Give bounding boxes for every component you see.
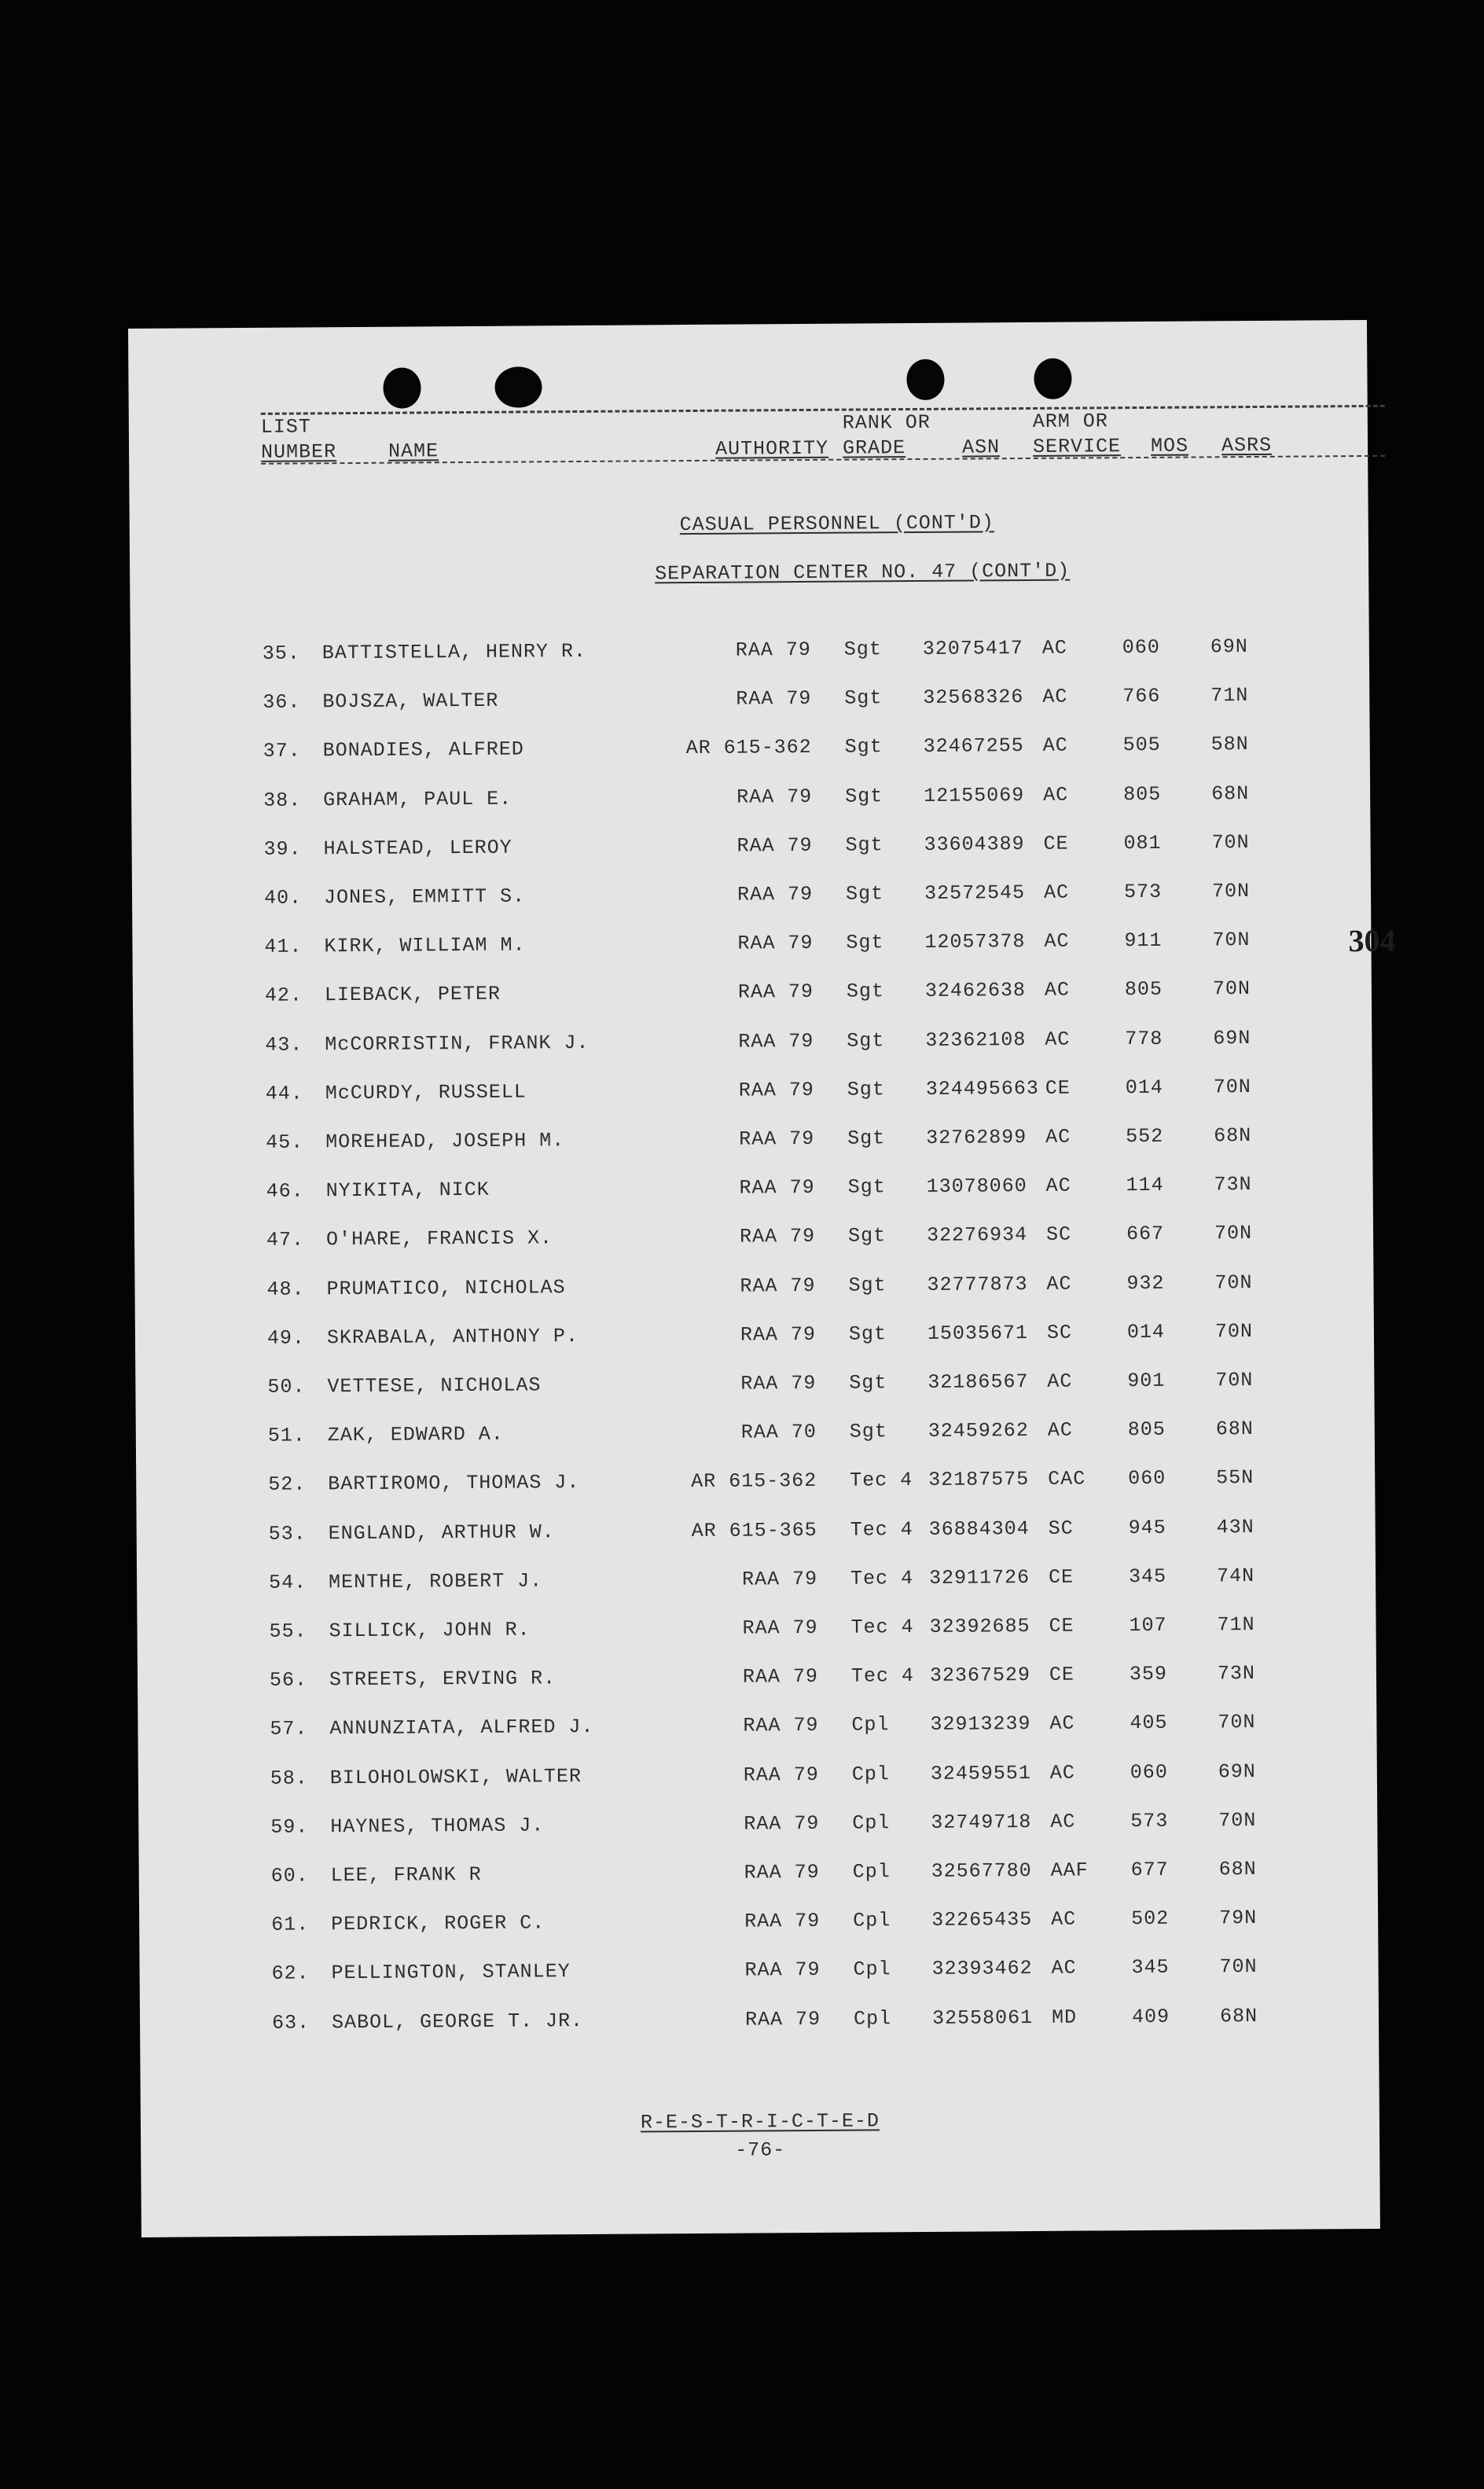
page-stamp: 304: [1348, 922, 1396, 959]
person-name: BARTIROMO, THOMAS J.: [328, 1471, 580, 1496]
asrs: 70N: [1214, 1319, 1254, 1344]
person-name: BILOHOLOWSKI, WALTER: [329, 1764, 582, 1789]
authority: RAA 79: [742, 1665, 819, 1689]
person-name: NYIKITA, NICK: [325, 1178, 490, 1203]
rank-grade: Sgt: [848, 1273, 887, 1297]
arm-service: AC: [1046, 1272, 1072, 1296]
list-number: 48.: [266, 1278, 305, 1301]
list-number: 45.: [266, 1131, 304, 1154]
asn: 32572545: [924, 881, 1026, 905]
list-item: [139, 1857, 1378, 1894]
authority: RAA 79: [744, 1958, 821, 1982]
list-item: [134, 1172, 1373, 1209]
list-number: 60.: [270, 1864, 309, 1888]
list-number: 42.: [264, 983, 303, 1008]
rank-grade: Cpl: [852, 1860, 891, 1884]
mos: 345: [1129, 1564, 1167, 1588]
asrs: 70N: [1212, 977, 1251, 1001]
asrs: 73N: [1214, 1173, 1252, 1197]
arm-service: SC: [1046, 1321, 1073, 1344]
asn: 15035671: [927, 1321, 1029, 1345]
column-header: [128, 320, 1367, 464]
list-number: 49.: [266, 1326, 306, 1350]
authority: RAA 79: [744, 1811, 820, 1836]
mos: 901: [1127, 1369, 1166, 1393]
restricted-marking: R-E-S-T-R-I-C-T-E-D: [640, 2109, 880, 2134]
rank-grade: Cpl: [851, 1762, 890, 1786]
arm-service: AC: [1042, 685, 1068, 709]
list-item: [136, 1465, 1375, 1502]
list-number: 62.: [271, 1961, 310, 1986]
authority: RAA 79: [735, 638, 811, 662]
person-name: VETTESE, NICHOLAS: [327, 1373, 542, 1399]
asn: 32911726: [929, 1565, 1030, 1590]
mos: 060: [1130, 1760, 1168, 1784]
rank-grade: Sgt: [847, 1224, 887, 1248]
list-number: 38.: [263, 789, 302, 812]
asn: 33604389: [924, 832, 1025, 856]
arm-service: SC: [1048, 1517, 1074, 1540]
mos: 778: [1125, 1027, 1163, 1050]
rank-grade: Cpl: [853, 1909, 891, 1932]
asn: 32392685: [929, 1615, 1030, 1638]
person-name: PELLINGTON, STANLEY: [331, 1960, 571, 1985]
authority: RAA 79: [739, 1176, 815, 1200]
header-rank-2: GRADE: [842, 436, 906, 460]
asrs: 70N: [1214, 1222, 1253, 1245]
person-name: BONADIES, ALFRED: [322, 737, 524, 763]
arm-service: AC: [1049, 1712, 1075, 1736]
header-list-number-1: LIST: [260, 415, 311, 439]
asrs: 71N: [1210, 684, 1249, 708]
list-item: [130, 683, 1369, 720]
list-number: 56.: [269, 1668, 308, 1692]
asrs: 70N: [1215, 1369, 1254, 1392]
asn: 32558061: [931, 2006, 1034, 2030]
list-number: 61.: [271, 1913, 310, 1936]
arm-service: CE: [1043, 832, 1069, 855]
authority: RAA 79: [740, 1322, 817, 1347]
person-name: LIEBACK, PETER: [324, 983, 501, 1007]
asn: 13078060: [926, 1175, 1027, 1199]
header-arm-1: ARM OR: [1032, 410, 1108, 433]
authority: RAA 79: [744, 2007, 821, 2031]
arm-service: AC: [1045, 1125, 1071, 1149]
arm-service: CE: [1045, 1076, 1071, 1100]
mos: 014: [1125, 1075, 1163, 1099]
arm-service: AC: [1044, 929, 1070, 954]
person-name: PEDRICK, ROGER C.: [331, 1911, 545, 1936]
person-name: ZAK, EDWARD A.: [327, 1422, 504, 1447]
person-name: PRUMATICO, NICHOLAS: [326, 1275, 566, 1300]
list-item: [134, 1075, 1372, 1112]
header-rank-1: RANK OR: [842, 410, 931, 435]
mos: 766: [1122, 685, 1161, 708]
mos: 081: [1123, 831, 1162, 855]
arm-service: AC: [1043, 881, 1070, 904]
rank-grade: Sgt: [845, 882, 884, 906]
arm-service: AC: [1041, 636, 1067, 660]
rank-grade: Cpl: [851, 1713, 890, 1737]
mos: 107: [1129, 1613, 1167, 1638]
list-number: 47.: [266, 1228, 305, 1252]
arm-service: AC: [1047, 1370, 1073, 1393]
mos: 345: [1131, 1956, 1170, 1980]
asn: 32467255: [923, 734, 1024, 759]
authority: RAA 79: [737, 980, 814, 1004]
asrs: 70N: [1212, 928, 1251, 952]
list-item: [134, 1270, 1373, 1307]
header-mos: MOS: [1150, 434, 1189, 458]
list-item: [137, 1515, 1376, 1552]
person-name: MOREHEAD, JOSEPH M.: [325, 1129, 565, 1154]
person-name: MENTHE, ROBERT J.: [329, 1569, 543, 1594]
person-name: SILLICK, JOHN R.: [329, 1618, 531, 1643]
rank-grade: Sgt: [847, 1028, 885, 1053]
mos: 573: [1123, 880, 1163, 904]
authority: RAA 79: [736, 785, 813, 809]
mos: 505: [1122, 733, 1161, 757]
rank-grade: Sgt: [844, 686, 883, 710]
rank-grade: Sgt: [844, 735, 883, 759]
asrs: 69N: [1213, 1026, 1251, 1050]
asn: 32913239: [930, 1712, 1031, 1737]
person-name: BOJSZA, WALTER: [322, 689, 499, 714]
mos: 805: [1127, 1418, 1166, 1442]
header-asn: ASN: [961, 436, 1001, 459]
asn: 32367529: [929, 1664, 1031, 1688]
arm-service: AC: [1045, 1174, 1071, 1198]
asrs: 74N: [1217, 1564, 1255, 1588]
arm-service: MD: [1051, 2006, 1078, 2029]
list-number: 46.: [266, 1179, 304, 1203]
asn: 32749718: [931, 1810, 1032, 1834]
mos: 667: [1126, 1222, 1165, 1246]
asn: 32265435: [931, 1908, 1033, 1932]
arm-service: AC: [1051, 1907, 1077, 1932]
list-number: 43.: [265, 1033, 303, 1057]
arm-service: CE: [1049, 1614, 1074, 1638]
authority: AR 615-365: [691, 1518, 817, 1542]
list-number: 37.: [263, 739, 301, 763]
punch-hole: [494, 366, 542, 407]
arm-service: AC: [1045, 1028, 1071, 1051]
authority: AR 615-362: [685, 736, 812, 760]
asn: 324495663: [925, 1076, 1039, 1101]
list-item: [138, 1759, 1377, 1796]
authority: RAA 79: [742, 1616, 818, 1640]
authority: RAA 79: [736, 833, 813, 858]
asn: 32276934: [926, 1223, 1028, 1248]
asrs: 55N: [1216, 1466, 1254, 1490]
asn: 32459551: [930, 1761, 1031, 1785]
person-name: KIRK, WILLIAM M.: [324, 933, 526, 958]
list-item: [138, 1661, 1376, 1698]
document-page: [128, 320, 1396, 2237]
list-item: [133, 1026, 1372, 1063]
rank-grade: Sgt: [843, 638, 882, 661]
asrs: 70N: [1219, 1955, 1258, 1979]
authority: RAA 79: [737, 932, 814, 955]
mos: 677: [1130, 1858, 1169, 1882]
asrs: 70N: [1218, 1808, 1257, 1833]
list-number: 51.: [267, 1424, 306, 1447]
list-item: [131, 781, 1370, 818]
header-arm-2: SERVICE: [1032, 435, 1122, 458]
asrs: 79N: [1219, 1906, 1258, 1930]
authority: RAA 70: [740, 1421, 817, 1444]
list-number: 59.: [270, 1815, 309, 1839]
mos: 405: [1130, 1711, 1168, 1735]
rank-grade: Cpl: [852, 1811, 891, 1835]
rank-grade: Cpl: [853, 2006, 892, 2031]
mos: 114: [1126, 1174, 1164, 1197]
list-item: [130, 634, 1369, 671]
rank-grade: Sgt: [847, 1078, 885, 1101]
mos: 502: [1131, 1906, 1170, 1931]
person-name: BATTISTELLA, HENRY R.: [321, 639, 587, 665]
header-authority: AUTHORITY: [714, 436, 829, 461]
person-name: ANNUNZIATA, ALFRED J.: [329, 1715, 594, 1741]
rank-grade: Tec 4: [850, 1469, 913, 1493]
person-name: O'HARE, FRANCIS X.: [325, 1226, 553, 1252]
page-number: -76-: [735, 2138, 786, 2162]
mos: 911: [1124, 929, 1163, 953]
person-name: McCORRISTIN, FRANK J.: [325, 1031, 590, 1056]
authority: RAA 79: [739, 1127, 815, 1151]
asrs: 69N: [1218, 1759, 1256, 1783]
list-number: 40.: [263, 886, 303, 910]
person-name: HALSTEAD, LEROY: [323, 836, 512, 861]
list-number: 57.: [270, 1717, 308, 1741]
asrs: 58N: [1210, 733, 1249, 756]
arm-service: CE: [1049, 1565, 1074, 1589]
rank-grade: Tec 4: [850, 1566, 914, 1590]
person-name: ENGLAND, ARTHUR W.: [328, 1520, 555, 1545]
rank-grade: Sgt: [847, 1175, 886, 1199]
authority: RAA 79: [742, 1567, 818, 1591]
punch-hole: [906, 359, 944, 400]
arm-service: AAF: [1050, 1858, 1089, 1882]
asrs: 71N: [1217, 1613, 1255, 1637]
asn: 32186567: [928, 1370, 1029, 1394]
asrs: 68N: [1215, 1417, 1254, 1441]
authority: RAA 79: [738, 1029, 814, 1053]
list-item: [138, 1808, 1377, 1845]
list-number: 36.: [263, 690, 301, 715]
arm-service: AC: [1042, 734, 1068, 758]
mos: 945: [1128, 1516, 1166, 1539]
person-name: McCURDY, RUSSELL: [325, 1080, 527, 1105]
rank-grade: Sgt: [849, 1420, 887, 1443]
person-name: SKRABALA, ANTHONY P.: [326, 1324, 579, 1350]
list-number: 39.: [263, 837, 302, 861]
rank-grade: Sgt: [846, 931, 884, 954]
mos: 552: [1126, 1124, 1164, 1149]
list-item: [132, 879, 1371, 916]
asn: 32567780: [931, 1859, 1032, 1883]
mos: 060: [1128, 1467, 1166, 1491]
list-item: [140, 2004, 1379, 2041]
punch-hole: [383, 367, 421, 408]
person-name: GRAHAM, PAUL E.: [323, 787, 512, 811]
arm-service: AC: [1043, 783, 1069, 807]
asn: 32777873: [927, 1272, 1028, 1296]
mos: 805: [1124, 978, 1163, 1002]
list-item: [133, 976, 1372, 1013]
asn: 32459262: [928, 1419, 1029, 1443]
mos: 573: [1130, 1809, 1169, 1833]
header-list-number-2: NUMBER: [261, 440, 337, 464]
mos: 359: [1129, 1663, 1168, 1686]
asn: 32362108: [925, 1028, 1027, 1052]
asrs: 68N: [1211, 781, 1250, 805]
list-item: [136, 1417, 1375, 1454]
asrs: 43N: [1216, 1515, 1254, 1539]
mos: 014: [1126, 1320, 1166, 1344]
person-name: JONES, EMMITT S.: [323, 884, 526, 910]
rank-grade: Sgt: [845, 784, 883, 808]
asrs: 68N: [1218, 1858, 1257, 1881]
authority: AR 615-362: [691, 1469, 817, 1494]
asrs: 70N: [1211, 880, 1251, 903]
arm-service: CE: [1049, 1663, 1075, 1687]
list-item: [134, 1221, 1373, 1258]
asn: 32075417: [922, 637, 1023, 660]
rank-grade: Tec 4: [850, 1517, 913, 1542]
rank-grade: Sgt: [848, 1322, 887, 1346]
person-name: STREETS, ERVING R.: [329, 1667, 556, 1692]
asrs: 70N: [1213, 1075, 1251, 1099]
mos: 932: [1126, 1271, 1165, 1295]
list-number: 50.: [267, 1375, 306, 1399]
arm-service: AC: [1049, 1761, 1075, 1785]
section-subtitle: SEPARATION CENTER NO. 47 (CONT'D): [655, 559, 1071, 586]
authority: RAA 79: [743, 1714, 819, 1737]
list-item: [134, 1123, 1372, 1160]
authority: RAA 79: [744, 1860, 820, 1884]
arm-service: AC: [1050, 1810, 1076, 1833]
asrs: 69N: [1210, 635, 1248, 659]
rank-grade: Cpl: [853, 1958, 891, 1982]
asn: 32762899: [926, 1126, 1027, 1149]
asrs: 70N: [1218, 1711, 1256, 1734]
list-number: 58.: [270, 1767, 308, 1790]
list-number: 53.: [268, 1522, 307, 1546]
list-item: [135, 1368, 1374, 1405]
list-item: [137, 1564, 1376, 1601]
authority: RAA 79: [736, 882, 814, 906]
person-name: HAYNES, THOMAS J.: [330, 1814, 545, 1839]
authority: RAA 79: [738, 1078, 814, 1102]
arm-service: CAC: [1048, 1467, 1086, 1491]
arm-service: AC: [1047, 1418, 1073, 1443]
authority: RAA 79: [736, 687, 812, 711]
asn: 32568326: [923, 686, 1024, 710]
mos: 409: [1131, 2005, 1170, 2028]
list-number: 35.: [262, 642, 301, 665]
punch-hole: [1034, 358, 1071, 399]
list-item: [138, 1710, 1376, 1747]
asrs: 70N: [1214, 1270, 1253, 1294]
rank-grade: Sgt: [849, 1371, 887, 1395]
asn: 12057378: [924, 930, 1026, 954]
list-number: 44.: [265, 1082, 303, 1105]
arm-service: AC: [1044, 979, 1071, 1002]
authority: RAA 79: [739, 1225, 816, 1248]
asn: 32393462: [931, 1957, 1033, 1981]
list-number: 52.: [268, 1472, 307, 1497]
list-item: [135, 1319, 1374, 1356]
authority: RAA 79: [740, 1371, 817, 1395]
arm-service: AC: [1051, 1957, 1077, 1980]
mos: 805: [1123, 782, 1162, 806]
authority: RAA 79: [744, 1910, 821, 1933]
person-name: SABOL, GEORGE T. JR.: [331, 2009, 584, 2034]
arm-service: SC: [1045, 1223, 1072, 1247]
authority: RAA 79: [740, 1274, 816, 1298]
list-item: [132, 928, 1371, 965]
list-number: 54.: [269, 1571, 307, 1594]
rank-grade: Tec 4: [850, 1616, 914, 1639]
asn: 12155069: [924, 783, 1025, 807]
rank-grade: Sgt: [847, 1127, 886, 1150]
list-item: [139, 1906, 1378, 1943]
asn: 32462638: [924, 979, 1027, 1003]
list-number: 63.: [271, 2011, 310, 2035]
header-name: NAME: [388, 439, 439, 463]
asrs: 68N: [1214, 1124, 1252, 1148]
list-number: 55.: [269, 1620, 307, 1643]
mos: 060: [1122, 635, 1160, 660]
list-item: [131, 732, 1370, 769]
rank-grade: Sgt: [845, 833, 883, 857]
rank-grade: Sgt: [846, 980, 885, 1004]
asrs: 73N: [1217, 1662, 1256, 1686]
list-item: [137, 1612, 1376, 1649]
asrs: 70N: [1211, 830, 1250, 855]
header-asrs: ASRS: [1221, 433, 1273, 458]
header-rule-top: [261, 405, 1385, 415]
list-item: [140, 1954, 1379, 1991]
asn: 36884304: [928, 1517, 1030, 1541]
list-item: [132, 830, 1371, 867]
section-title: CASUAL PERSONNEL (CONT'D): [679, 511, 994, 537]
authority: RAA 79: [743, 1763, 819, 1787]
person-name: LEE, FRANK R: [330, 1862, 482, 1888]
asrs: 68N: [1219, 2004, 1258, 2028]
list-number: 41.: [264, 935, 303, 958]
rank-grade: Tec 4: [850, 1664, 915, 1688]
asn: 32187575: [928, 1468, 1030, 1492]
